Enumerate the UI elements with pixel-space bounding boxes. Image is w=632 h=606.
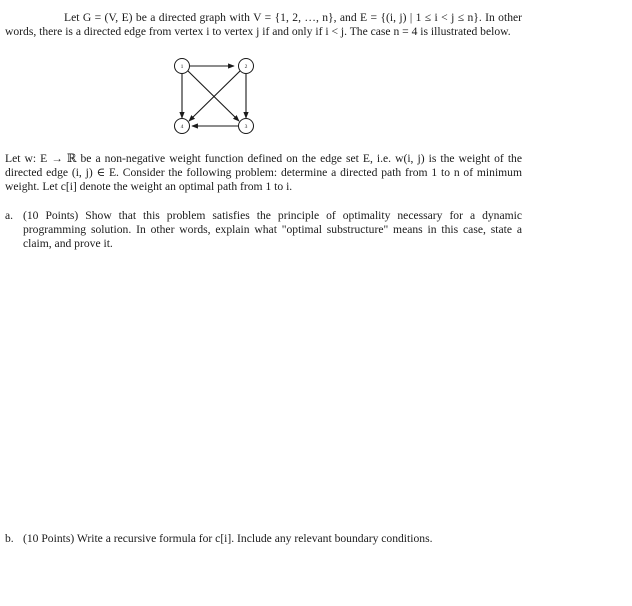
part-a-marker: a.	[5, 209, 14, 222]
part-b-marker: b.	[5, 532, 14, 545]
definition-text: Let w: E → ℝ be a non-negative weight function defined on the edge set E, i.e. w(i, j) is the weight of the directed edge (i, j) ∈ E. Consider the following problem: determine a directed path from 1 to n of minimum weight. Let c[i] denote the weight an optimal path from 1 to i.	[5, 152, 522, 194]
directed-graph-diagram	[166, 54, 262, 138]
intro-paragraph	[5, 11, 522, 39]
part-a-text: (10 Points) Show that this problem satisfies the principle of optimality necessary for a dynamic programming solution. In other words, explain what "optimal substructure" means in this case, state a claim, and prove it.	[23, 209, 522, 251]
vertex-2-label: 2	[244, 64, 248, 71]
vertex-1	[175, 59, 190, 74]
question-part-b	[5, 532, 605, 546]
part-b-text: (10 Points) Write a recursive formula for c[i]. Include any relevant boundary conditions.	[23, 532, 433, 545]
question-part-a	[5, 209, 522, 252]
edge-2-3	[189, 71, 240, 121]
edge-1-4	[188, 71, 239, 121]
vertex-2	[239, 59, 254, 74]
vertex-4-label: 4	[180, 124, 184, 131]
vertex-3-label: 3	[244, 124, 248, 131]
vertex-3	[239, 119, 254, 134]
vertex-1-label: 1	[180, 64, 184, 71]
intro-text: Let G = (V, E) be a directed graph with V = {1, 2, …, n}, and E = {(i, j) | 1 ≤ i < j ≤ n}. In other words, there is a directed edge from vertex i to vertex j if and only if i < j. The case n = 4 is illustrated below.	[5, 11, 522, 39]
vertex-4	[175, 119, 190, 134]
definition-paragraph	[5, 152, 522, 195]
